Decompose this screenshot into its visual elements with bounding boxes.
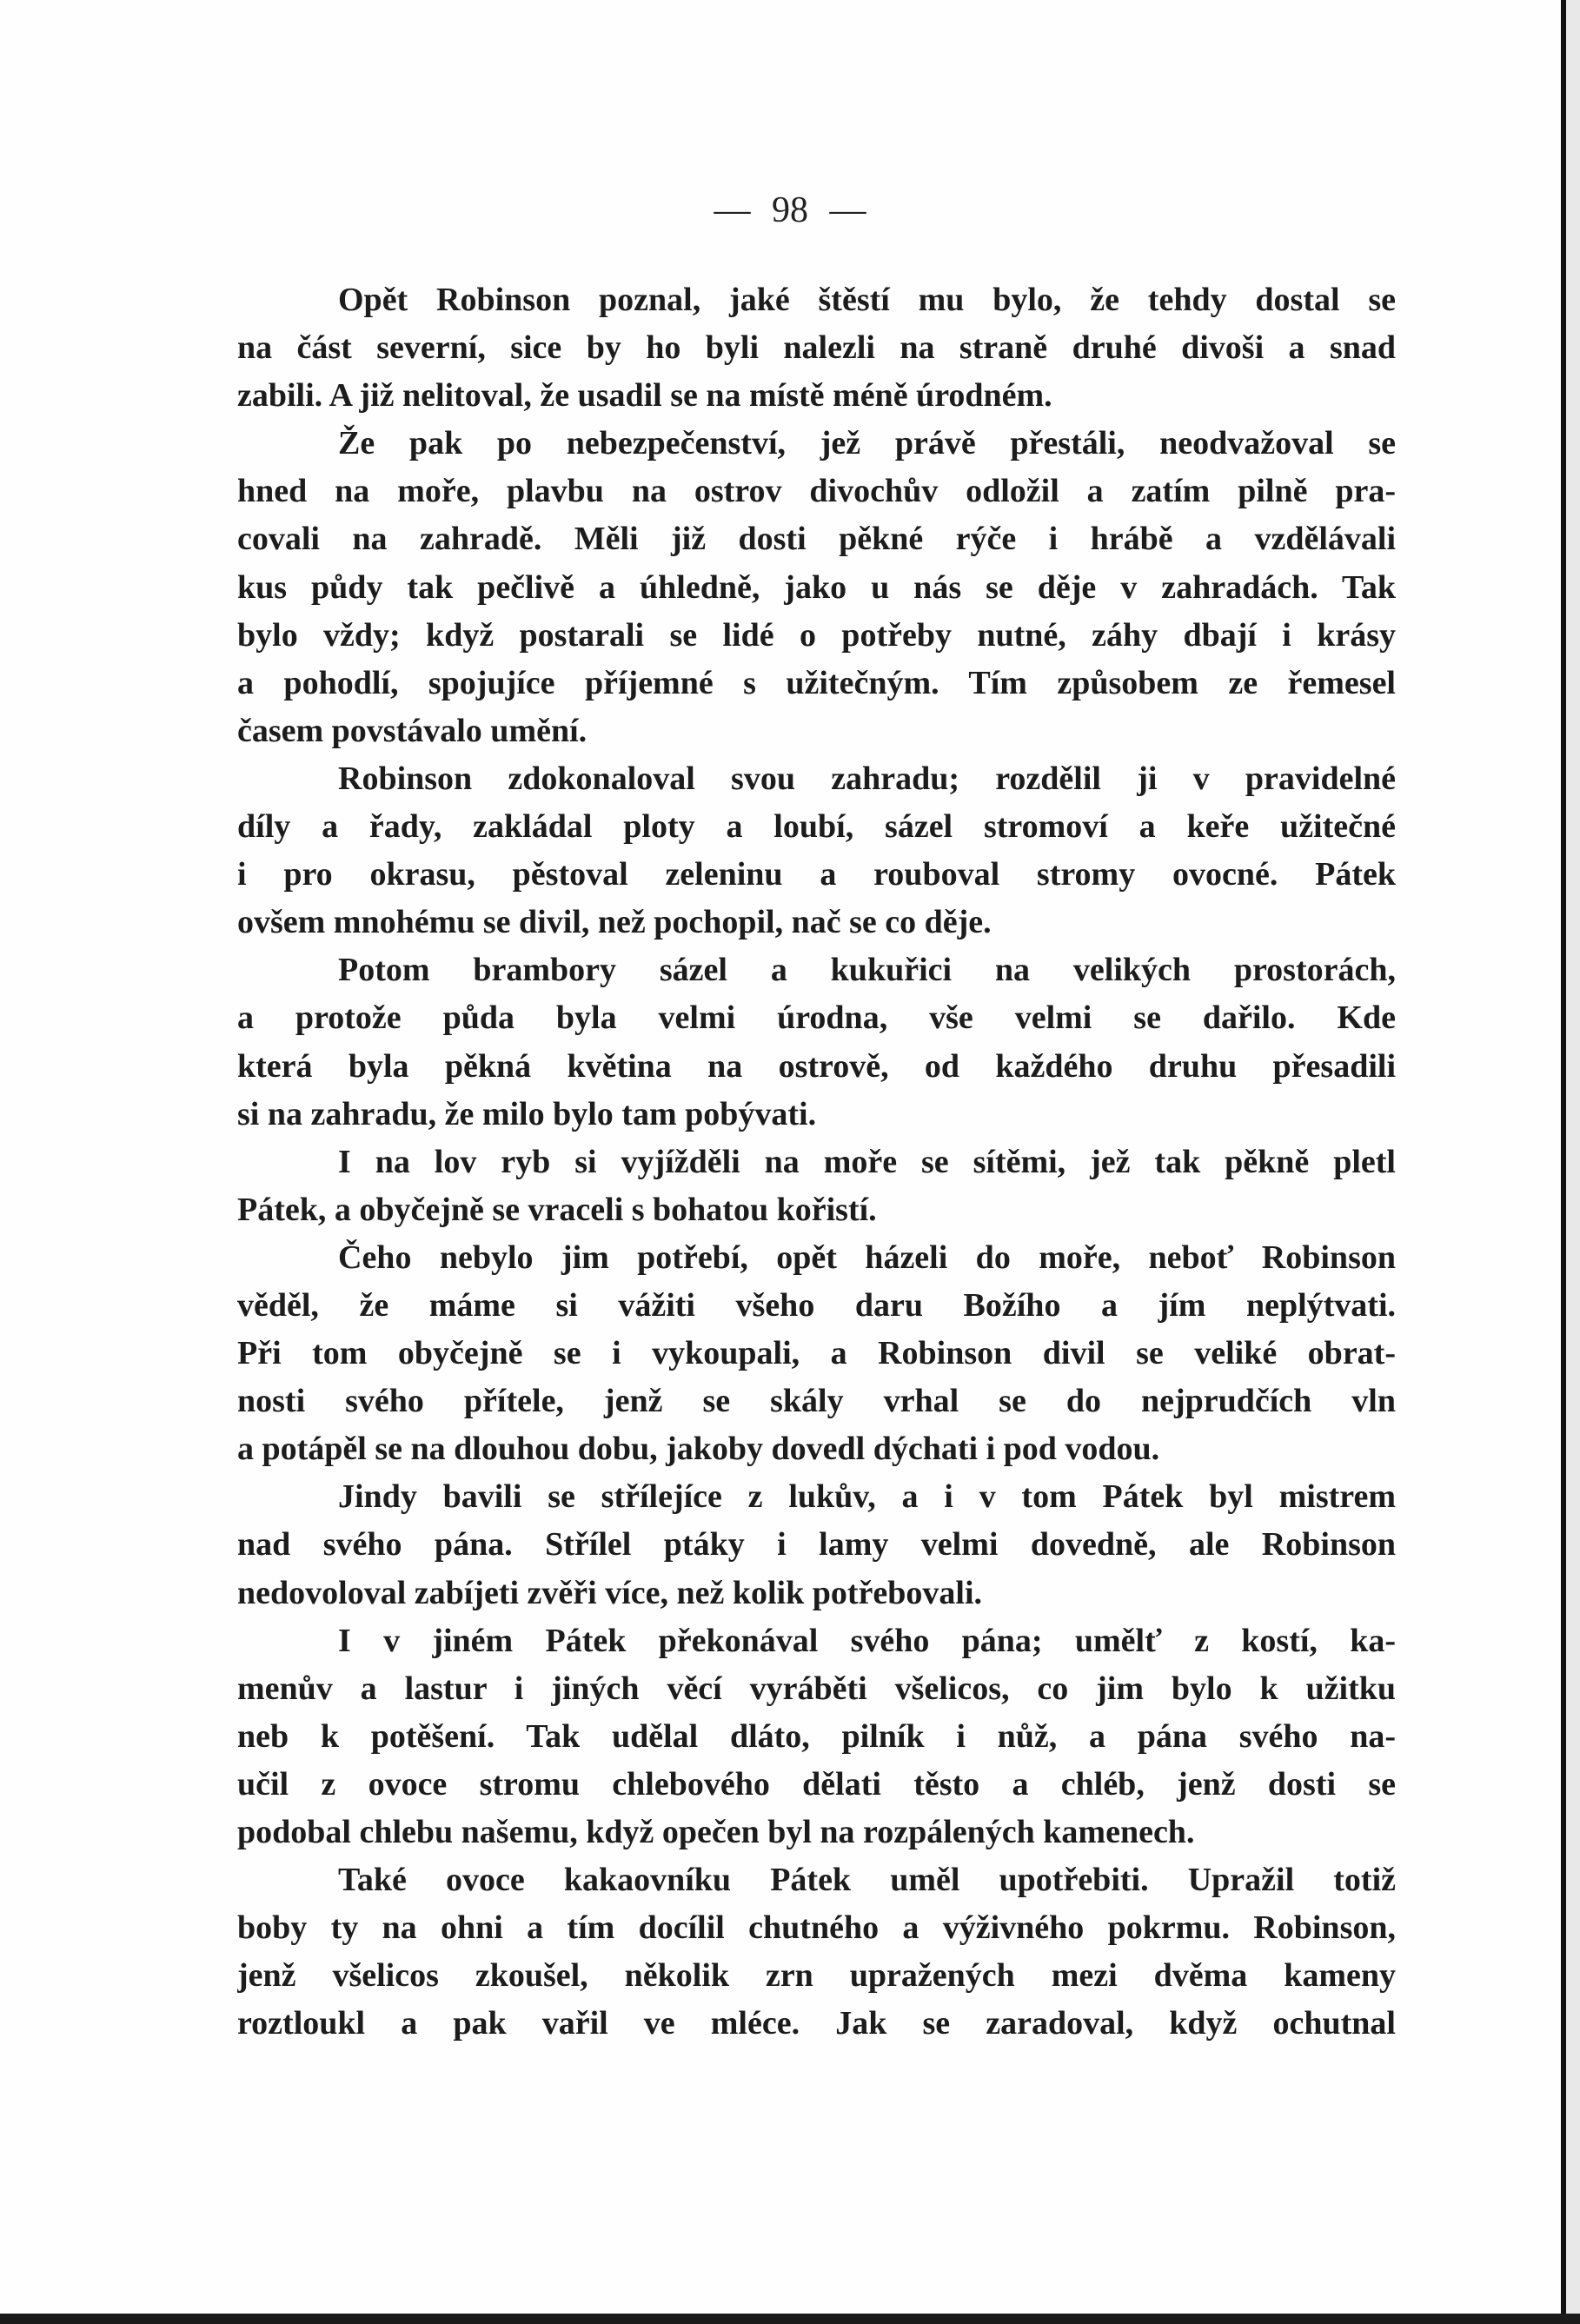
paragraph bbox=[237, 1617, 1396, 1856]
text-line: neb k potěšení. Tak udělal dláto, pilník i nůž, a pána svého na- bbox=[237, 1717, 1396, 1755]
text-line: Opět Robinson poznal, jaké štěstí mu bylo, že tehdy dostal se bbox=[338, 282, 1396, 318]
text-line: menův a lastur i jiných věcí vyráběti všelicos, co jim bylo k užitku bbox=[237, 1670, 1396, 1707]
text-line: boby ty na ohni a tím docílil chutného a výživného pokrmu. Robinson, bbox=[237, 1909, 1396, 1947]
text-line: a potápěl se na dlouhou dobu, jakoby dovedl dýchati i pod vodou. bbox=[237, 1431, 1160, 1468]
scan-edge bbox=[1566, 0, 1580, 2324]
paragraph bbox=[237, 1856, 1396, 2048]
text-line: Jindy bavili se střílejíce z lukův, a i v tom Pátek byl mistrem bbox=[338, 1478, 1396, 1516]
text-line: ovšem mnohému se divil, než pochopil, nač se co děje. bbox=[237, 904, 992, 941]
text-line: časem povstávalo umění. bbox=[237, 712, 588, 749]
text-line: a protože půda byla velmi úrodna, vše velmi se dařilo. Kde bbox=[237, 999, 1396, 1037]
paragraph bbox=[237, 1139, 1396, 1234]
paragraph bbox=[237, 1234, 1396, 1473]
text-line: Také ovoce kakaovníku Pátek uměl upotřebiti. Upražil totiž bbox=[338, 1862, 1396, 1899]
text-line: roztloukl a pak vařil ve mléce. Jak se zaradoval, když ochutnal bbox=[237, 2005, 1396, 2042]
text-line: věděl, že máme si vážiti všeho daru Božího a jím neplýtvati. bbox=[237, 1286, 1396, 1324]
text-line: si na zahradu, že milo bylo tam pobývati. bbox=[237, 1095, 817, 1132]
text-line: nad svého pána. Střílel ptáky i lamy velmi dovedně, ale Robinson bbox=[237, 1526, 1396, 1564]
text-line: jenž všelicos zkoušel, několik zrn upražených mezi dvěma kameny bbox=[237, 1957, 1396, 1995]
text-line: na část severní, sice by ho byli nalezli na straně druhé divoši a snad bbox=[237, 329, 1396, 367]
text-line: zabili. A již nelitoval, že usadil se na místě méně úrodném. bbox=[237, 377, 1052, 415]
text-line: která byla pěkná květina na ostrově, od každého druhu přesadili bbox=[237, 1047, 1396, 1085]
paragraph bbox=[237, 276, 1396, 420]
body-text bbox=[237, 276, 1396, 2048]
text-line: nosti svého přítele, jenž se skály vrhal se do nejprudčích vln bbox=[237, 1383, 1396, 1420]
text-line: díly a řady, zakládal ploty a loubí, sázel stromoví a keře užitečné bbox=[237, 808, 1396, 846]
text-line: I v jiném Pátek překonával svého pána; umělť z kostí, ka- bbox=[338, 1622, 1396, 1659]
text-line: Při tom obyčejně se i vykoupali, a Robinson divil se veliké obrat- bbox=[237, 1335, 1396, 1372]
text-line: Robinson zdokonaloval svou zahradu; rozdělil ji v pravidelné bbox=[338, 760, 1396, 797]
text-line: Že pak po nebezpečenství, jež právě přestáli, neodvažoval se bbox=[338, 425, 1396, 462]
text-line: učil z ovoce stromu chlebového dělati těsto a chléb, jenž dosti se bbox=[237, 1765, 1396, 1803]
page-edge-right bbox=[1561, 0, 1566, 2324]
text-line: hned na moře, plavbu na ostrov divochův odložil a zatím pilně pra- bbox=[237, 473, 1396, 510]
text-line: I na lov ryb si vyjížděli na moře se sítěmi, jež tak pěkně pletl bbox=[338, 1143, 1396, 1180]
text-line: Potom brambory sázel a kukuřici na velikých prostorách, bbox=[338, 952, 1396, 989]
page-edge-bottom bbox=[0, 2314, 1580, 2324]
paragraph bbox=[237, 420, 1396, 755]
text-line: covali na zahradě. Měli již dosti pěkné rýče i hrábě a vzdělávali bbox=[237, 521, 1396, 558]
page-number: — 98 — bbox=[714, 190, 866, 230]
text-line: bylo vždy; když postarali se lidé o potřeby nutné, záhy dbají i krásy bbox=[237, 616, 1396, 654]
text-line: podobal chlebu našemu, když opečen byl na rozpálených kamenech. bbox=[237, 1814, 1195, 1850]
text-line: Čeho nebylo jim potřebí, opět házeli do moře, neboť Robinson bbox=[338, 1238, 1396, 1276]
paragraph bbox=[237, 755, 1396, 946]
text-line: nedovoloval zabíjeti zvěři více, než kolik potřebovali. bbox=[237, 1574, 983, 1611]
text-line: Pátek, a obyčejně se vraceli s bohatou kořistí. bbox=[237, 1191, 877, 1228]
text-line: a pohodlí, spojujíce příjemné s užitečným. Tím způsobem ze řemesel bbox=[237, 664, 1396, 701]
text-line: kus půdy tak pečlivě a úhledně, jako u nás se děje v zahradách. Tak bbox=[237, 568, 1396, 606]
paragraph bbox=[237, 1473, 1396, 1617]
text-line: i pro okrasu, pěstoval zeleninu a rouboval stromy ovocné. Pátek bbox=[237, 856, 1396, 893]
paragraph bbox=[237, 946, 1396, 1138]
